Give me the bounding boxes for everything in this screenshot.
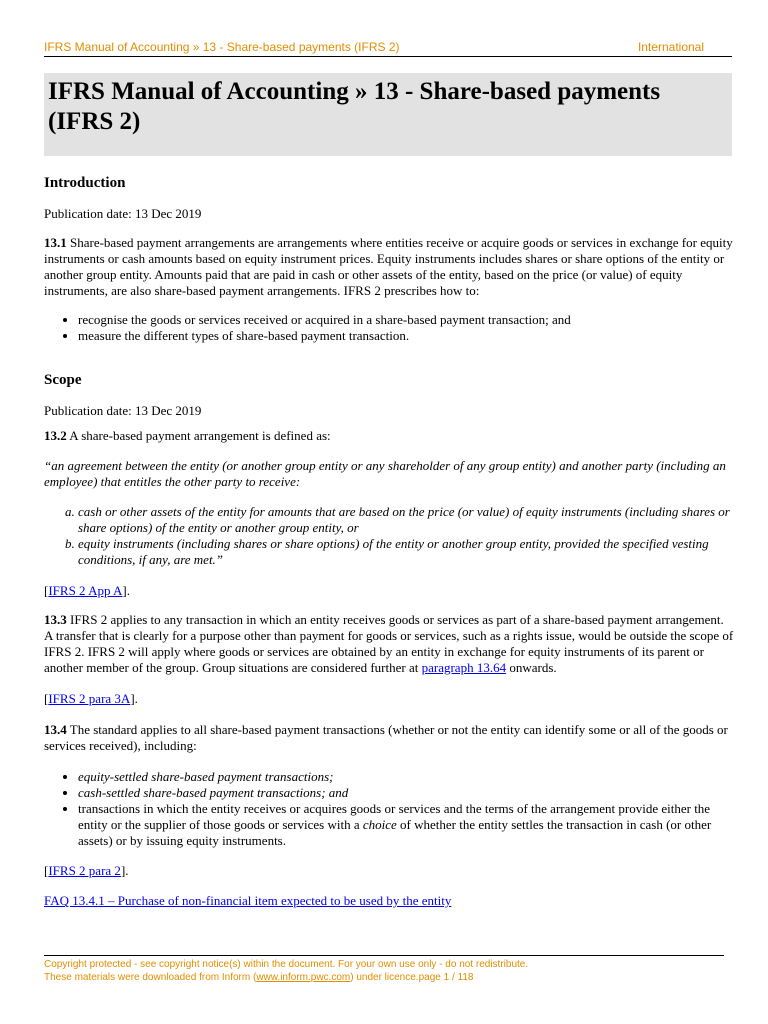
- link-ifrs2-para-3a[interactable]: IFRS 2 para 3A: [48, 691, 131, 706]
- paragraph-text: A share-based payment arrangement is defined as:: [66, 428, 331, 443]
- publication-date: Publication date: 13 Dec 2019: [44, 206, 202, 221]
- definition-quote: “an agreement between the entity (or another group entity or any shareholder of any group entity) and another party (including an employee) that entitles the other party to receive:: [44, 458, 726, 489]
- paragraph-number: 13.2: [44, 428, 67, 443]
- link-ifrs2-app-a[interactable]: IFRS 2 App A: [48, 583, 123, 598]
- bracket: ].: [122, 583, 130, 598]
- title-box: [44, 73, 732, 156]
- link-ifrs2-para-2[interactable]: IFRS 2 para 2: [48, 863, 121, 878]
- paragraph-number: 13.4: [44, 722, 67, 737]
- list-item-text: transactions in which the entity receives or acquires goods or services and the terms of the arrangement provide either the entity or the supplier of those goods or services with a: [78, 801, 711, 832]
- link-inform-pwc[interactable]: www.inform.pwc.com: [256, 972, 351, 983]
- paragraph-13-1: [44, 235, 734, 299]
- list-item: • equity-settled share-based payment transactions;: [78, 769, 734, 785]
- list-item: b. equity instruments (including shares or share options) of the entity or another group entity, provided the specified vesting conditions, if any, are met.”: [78, 536, 734, 568]
- paragraph-13-3: [44, 612, 734, 676]
- bracket: [: [44, 863, 49, 878]
- paragraph-number: 13.3: [44, 612, 67, 627]
- scope-bullet-list: [44, 769, 734, 849]
- header-breadcrumb: IFRS Manual of Accounting » 13 - Share-based payments (IFRS 2): [44, 40, 400, 54]
- paragraph-13-2: [44, 428, 734, 444]
- bracket: ].: [120, 863, 129, 878]
- definition-list: [44, 504, 734, 568]
- list-item: [78, 801, 734, 849]
- paragraph-text-tail: onwards.: [506, 660, 557, 675]
- section-heading-scope: Scope: [44, 372, 82, 388]
- bracket: ].: [130, 691, 138, 706]
- section-heading-introduction: Introduction: [44, 175, 126, 191]
- paragraph-text: Share-based payment arrangements are arrangements where entities receive or acquire goods or services in exchange for equity instruments or cash amounts based on equity instrument prices. Equity instruments includes shares or share options of the entity or another group entity. Amounts paid that are paid in cash or other assets of the entity, based on the price (or value) of equity instruments, are also share-based payment arrangements. IFRS 2 prescribes how to:: [44, 235, 733, 298]
- download-notice: [44, 971, 724, 984]
- publication-date: Publication date: 13 Dec 2019: [44, 403, 202, 418]
- running-header: [44, 38, 732, 57]
- paragraph-text: IFRS 2 applies to any transaction in which an entity receives goods or services as part of a share-based payment arrangement. A transfer that is clearly for a purpose other than payment for goods or services, such as a rights issue, would be outside the scope of IFRS 2. IFRS 2 will apply where goods or services are obtained by an entity in exchange for equity instruments of its parent or another member of the group. Group situations are considered further at: [44, 612, 734, 675]
- list-item: • cash-settled share-based payment transactions; and: [78, 785, 734, 801]
- bracket: [: [44, 583, 49, 598]
- copyright-notice: Copyright protected - see copyright notice(s) within the document. For your own use only - do not redistribute.: [44, 959, 529, 970]
- list-item: • recognise the goods or services received or acquired in a share-based payment transaction; and: [78, 312, 734, 328]
- link-paragraph-13-64[interactable]: paragraph 13.64: [421, 660, 507, 675]
- page-footer: [44, 955, 724, 984]
- footer-page-number: ) under licence.page 1 / 118: [350, 972, 474, 983]
- list-item-text: of whether the entity settles the transaction in cash (or other assets) or by issuing equity instruments.: [78, 817, 712, 848]
- paragraph-13-4: [44, 722, 734, 754]
- emphasis-choice: choice: [362, 817, 397, 832]
- intro-bullet-list: [44, 312, 734, 344]
- link-faq-13-4-1[interactable]: FAQ 13.4.1 – Purchase of non-financial item expected to be used by the entity: [44, 893, 452, 908]
- reference-ifrs2-app-a: [44, 583, 734, 599]
- reference-ifrs2-para-3a: [44, 691, 734, 707]
- paragraph-number: 13.1: [44, 235, 67, 250]
- paragraph-text: The standard applies to all share-based payment transactions (whether or not the entity can identify some or all of the goods or services received), including:: [44, 722, 728, 753]
- bracket: [: [44, 691, 49, 706]
- header-region: International: [637, 40, 704, 54]
- list-item: a. cash or other assets of the entity for amounts that are based on the price (or value) of equity instruments (including shares or share options) of the entity or another group entity, or: [78, 504, 734, 536]
- page-title: IFRS Manual of Accounting » 13 - Share-based payments (IFRS 2): [48, 78, 661, 135]
- document-body: [44, 172, 734, 909]
- faq-paragraph: [44, 893, 734, 909]
- reference-ifrs2-para-2: [44, 863, 734, 879]
- footer-text: These materials were downloaded from Inform (: [44, 972, 257, 983]
- list-item: • measure the different types of share-based payment transaction.: [78, 328, 734, 344]
